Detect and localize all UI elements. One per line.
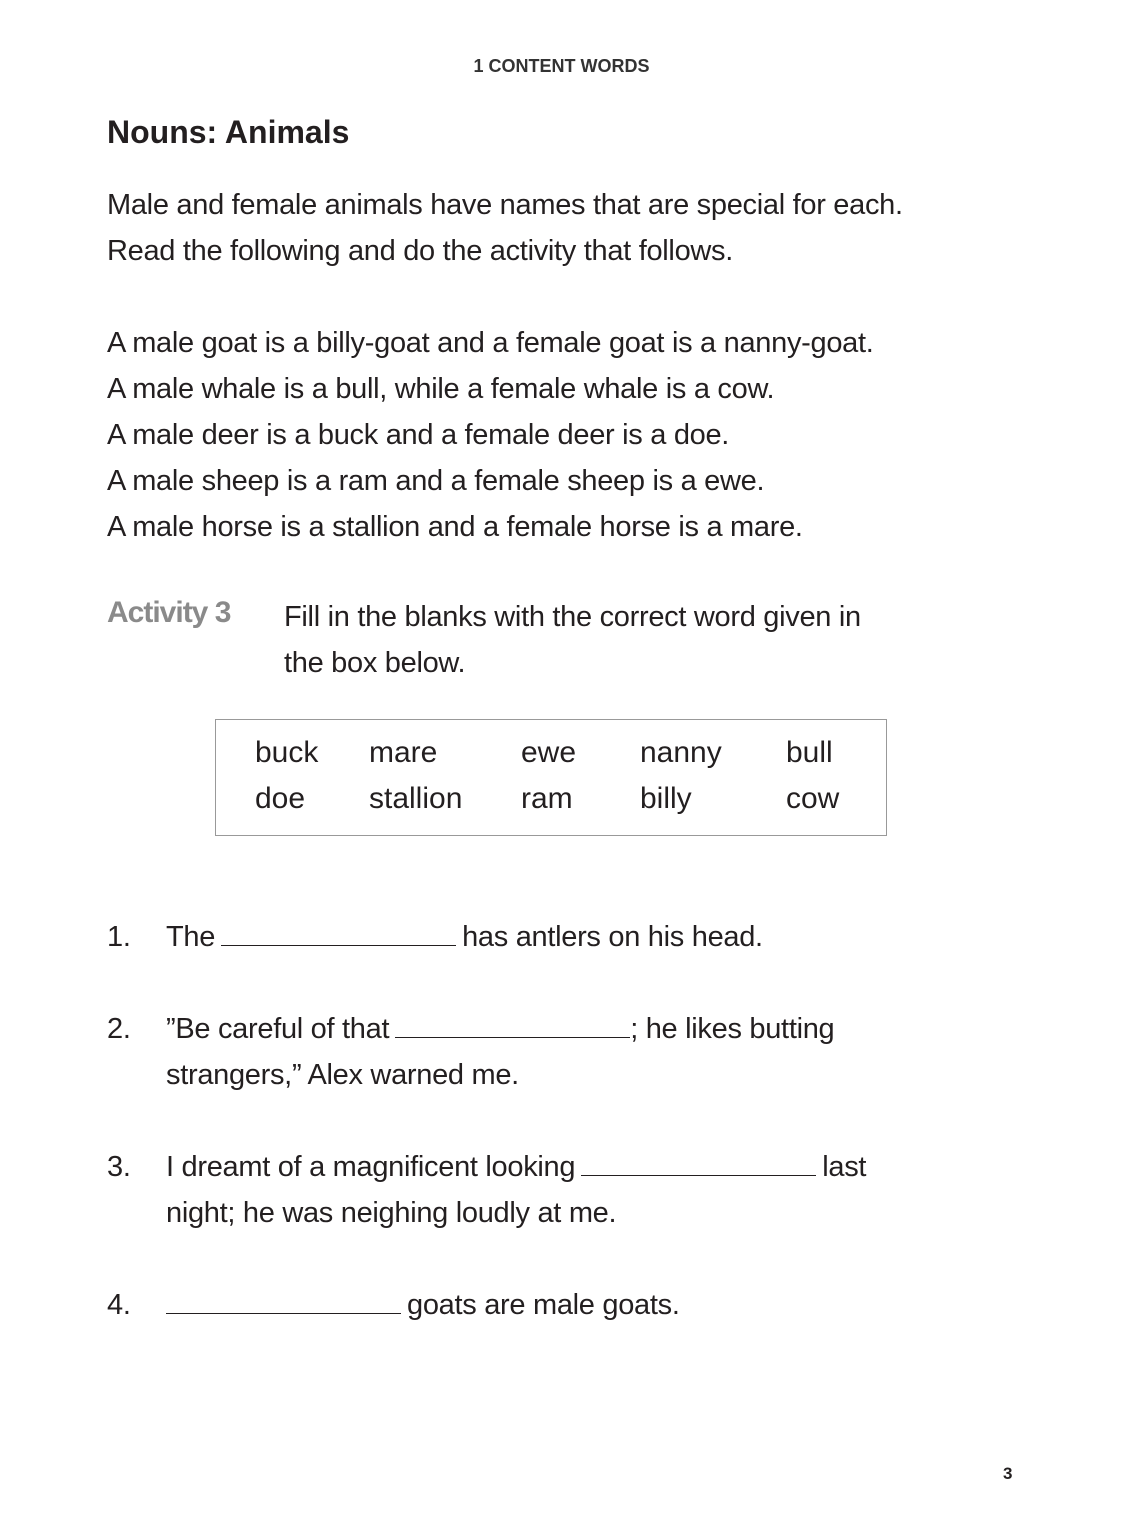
intro-line: Male and female animals have names that are special for each.	[107, 189, 903, 221]
word: ewe	[521, 736, 577, 769]
question-2	[107, 1006, 966, 1098]
question-text: The	[166, 921, 216, 953]
question-text: I dreamt of a magnificent looking	[166, 1151, 576, 1183]
question-3	[107, 1144, 966, 1236]
activity-instructions	[284, 594, 1004, 686]
question-4	[107, 1282, 966, 1328]
question-number: 4.	[107, 1289, 131, 1321]
question-number: 2.	[107, 1013, 131, 1045]
word: stallion	[369, 782, 463, 815]
answer-blank[interactable]	[166, 1312, 401, 1314]
fact-line: A male horse is a stallion and a female horse is a mare.	[107, 511, 803, 543]
instruction-line: Fill in the blanks with the correct word given in	[284, 601, 861, 633]
question-text: has antlers on his head.	[462, 921, 763, 953]
word: doe	[255, 782, 306, 815]
intro-line: Read the following and do the activity that follows.	[107, 235, 733, 267]
word: ram	[521, 782, 573, 815]
facts-paragraph	[107, 320, 874, 550]
instruction-line: the box below.	[284, 647, 466, 679]
question-text: goats are male goats.	[407, 1289, 680, 1321]
answer-blank[interactable]	[395, 1036, 630, 1038]
answer-blank[interactable]	[581, 1174, 816, 1176]
activity-label: Activity 3	[107, 596, 231, 629]
fact-line: A male whale is a bull, while a female whale is a cow.	[107, 373, 775, 405]
intro-paragraph	[107, 182, 903, 274]
question-number: 1.	[107, 921, 131, 953]
word: billy	[640, 782, 692, 815]
page-number: 3	[1003, 1464, 1013, 1483]
question-number: 3.	[107, 1151, 131, 1183]
fact-line: A male sheep is a ram and a female sheep is a ewe.	[107, 465, 765, 497]
question-text: ; he likes butting	[630, 1013, 835, 1045]
word: mare	[369, 736, 438, 769]
word-box	[215, 719, 887, 836]
question-1	[107, 914, 966, 960]
word: nanny	[640, 736, 722, 769]
fact-line: A male deer is a buck and a female deer is a doe.	[107, 419, 730, 451]
question-text: strangers,” Alex warned me.	[166, 1059, 519, 1091]
fact-line: A male goat is a billy-goat and a female goat is a nanny-goat.	[107, 327, 874, 359]
question-text: ”Be careful of that	[166, 1013, 390, 1045]
running-header: 1 CONTENT WORDS	[473, 56, 650, 76]
word: bull	[786, 736, 833, 769]
word: buck	[255, 736, 319, 769]
section-title: Nouns: Animals	[107, 114, 350, 150]
word: cow	[786, 782, 840, 815]
question-text: last	[822, 1151, 867, 1183]
question-text: night; he was neighing loudly at me.	[166, 1197, 617, 1229]
answer-blank[interactable]	[221, 944, 456, 946]
